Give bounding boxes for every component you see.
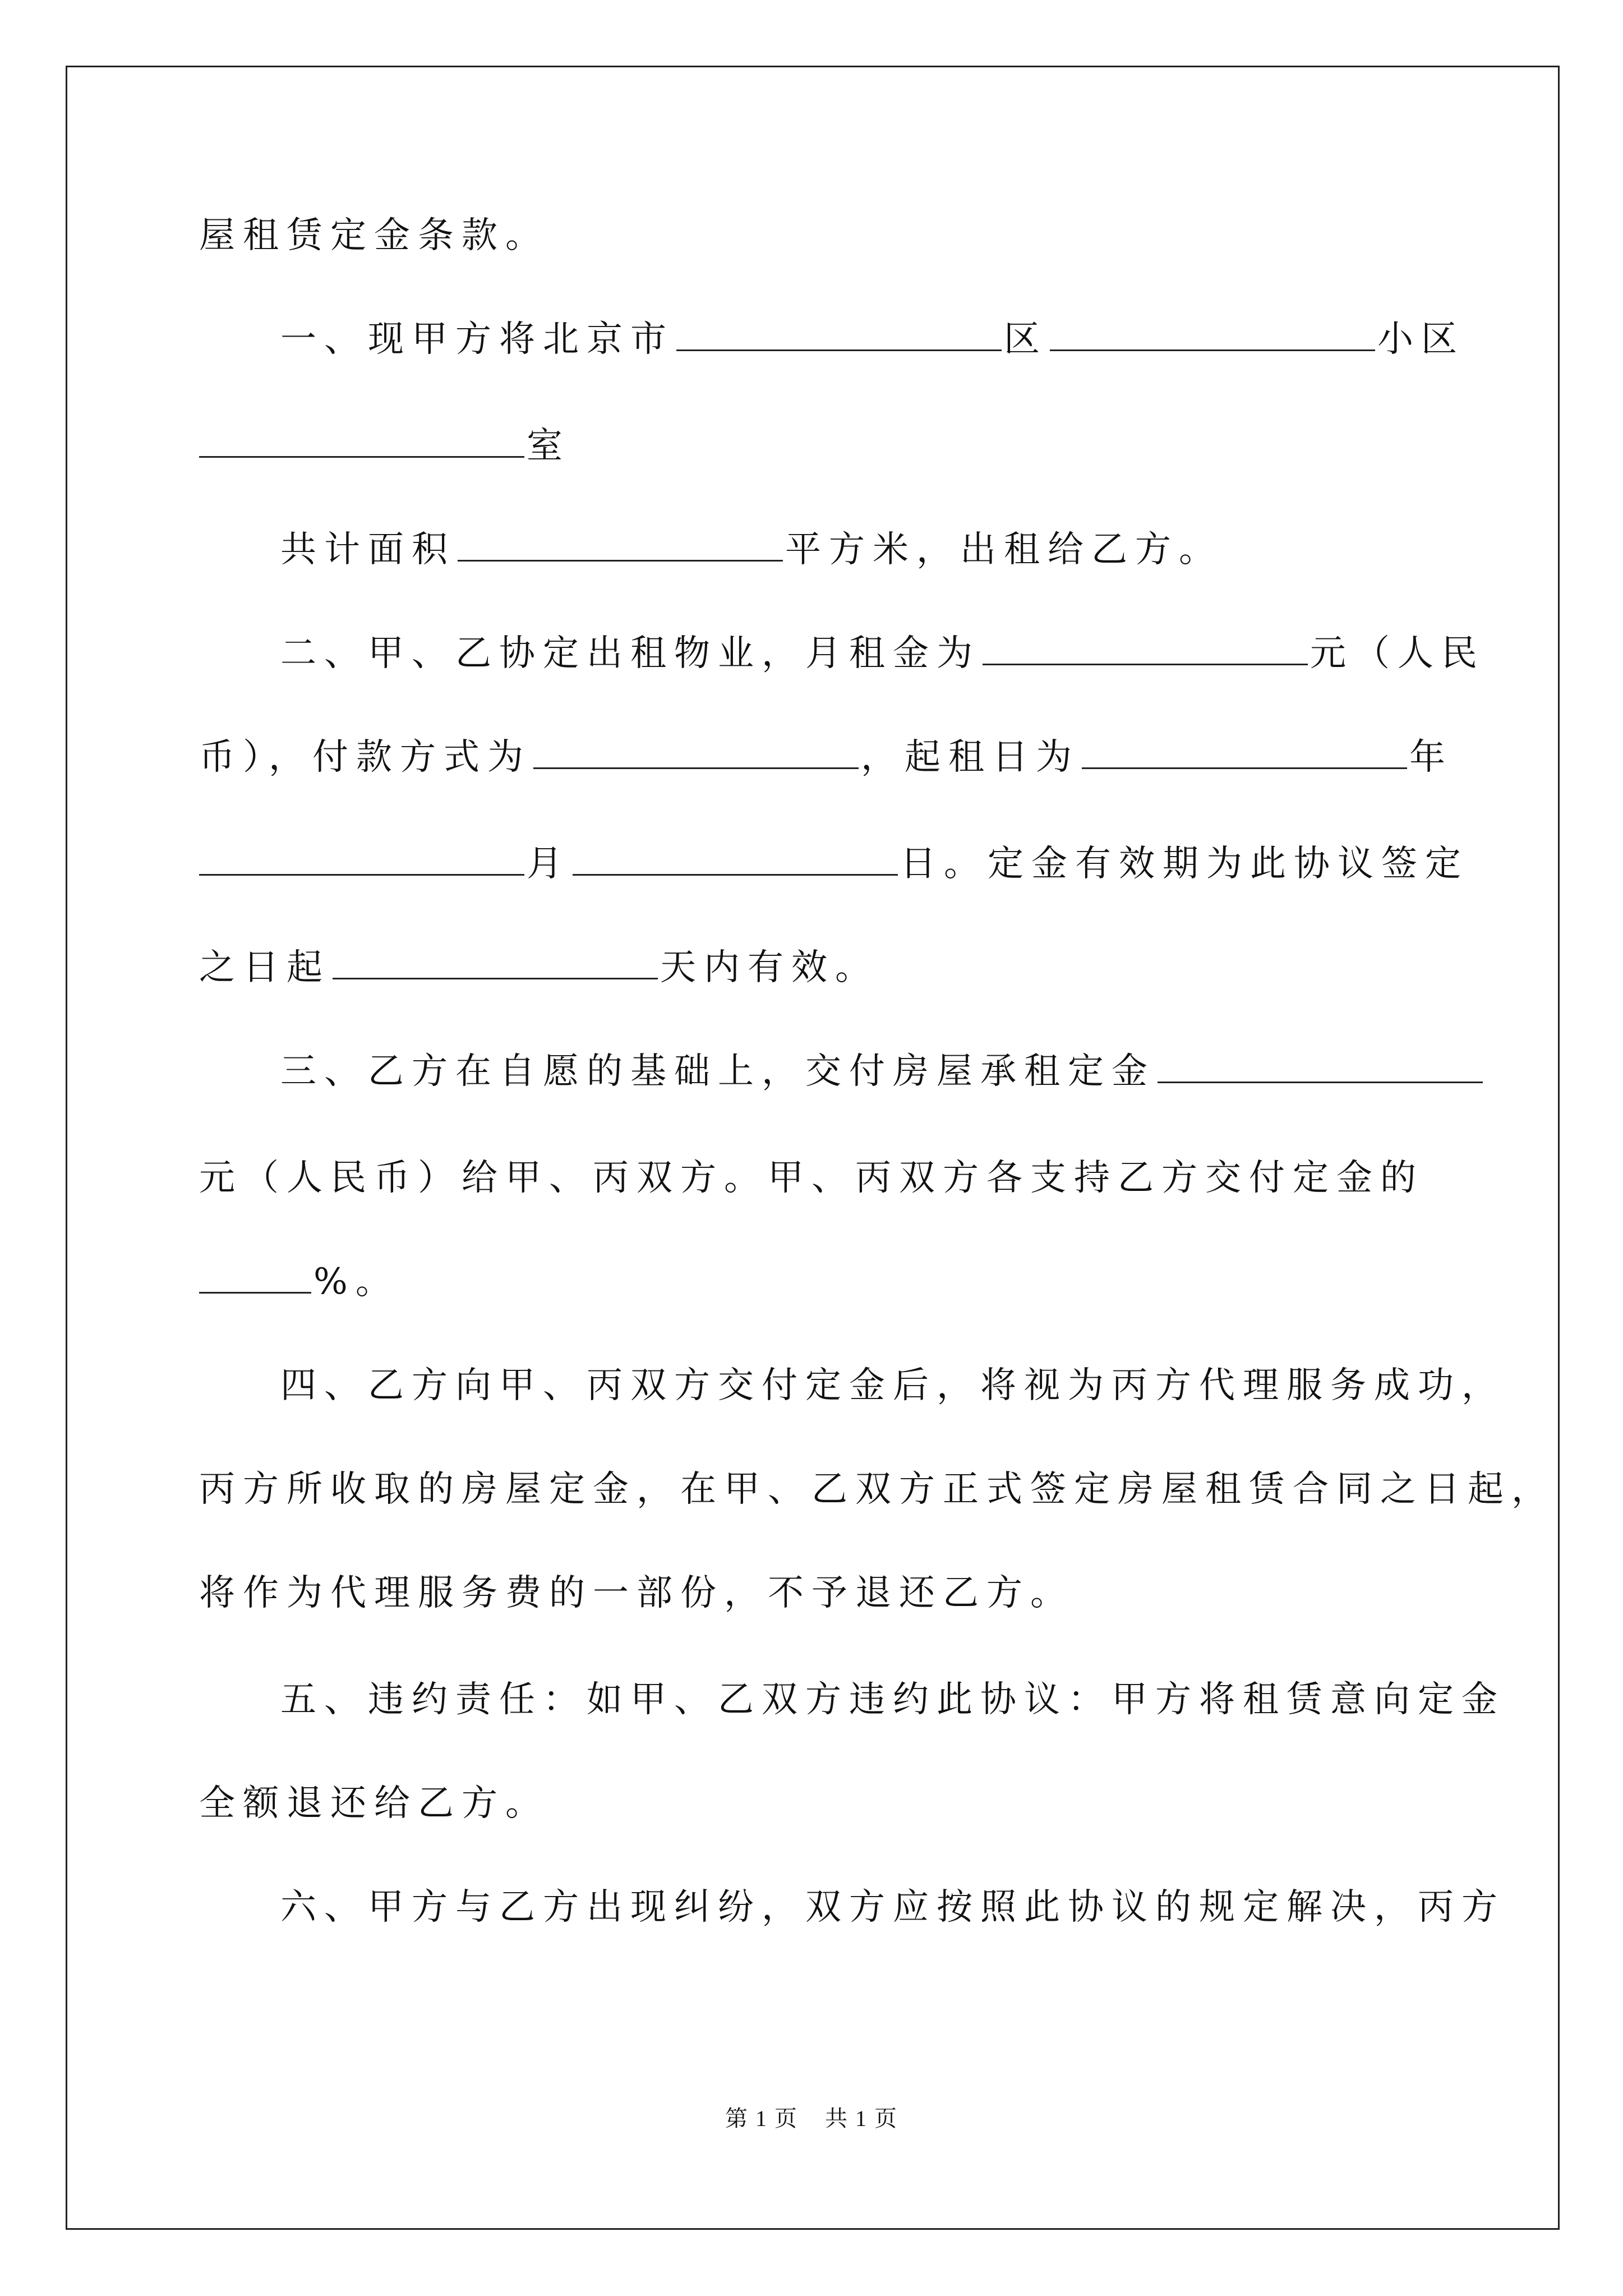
text-segment: 五、违约责任：如甲、乙双方违约此协议：甲方将租赁意向定金 bbox=[280, 1679, 1505, 1720]
fill-in-blank-room[interactable] bbox=[199, 421, 524, 458]
text-segment: 元（人民 bbox=[1310, 633, 1485, 674]
text-segment: 将作为代理服务费的一部份，不予退还乙方。 bbox=[199, 1572, 1074, 1614]
text-line bbox=[280, 1879, 1505, 1935]
text-segment: 全额退还给乙方。 bbox=[199, 1783, 549, 1824]
text-line bbox=[199, 418, 570, 474]
fill-in-blank-district[interactable] bbox=[676, 315, 1002, 351]
text-segment: 共计面积 bbox=[280, 529, 455, 570]
text-line bbox=[280, 522, 1223, 578]
text-line bbox=[199, 1150, 1424, 1206]
fill-in-blank-month[interactable] bbox=[199, 839, 524, 876]
text-segment: 室 bbox=[527, 425, 570, 467]
text-line bbox=[280, 1043, 1485, 1099]
text-segment: 日。定金有效期为此协议签定 bbox=[900, 843, 1469, 885]
text-segment: 三、乙方在自愿的基础上，交付房屋承租定金 bbox=[280, 1051, 1155, 1092]
page-footer bbox=[0, 2101, 1623, 2133]
text-line bbox=[199, 1461, 1555, 1517]
text-line bbox=[199, 208, 549, 264]
text-segment: 六、甲方与乙方出现纠纷，双方应按照此协议的规定解决，丙方 bbox=[280, 1887, 1505, 1928]
text-segment: 屋租赁定金条款。 bbox=[199, 215, 549, 256]
text-segment: 币），付款方式为 bbox=[199, 737, 531, 778]
text-line bbox=[280, 625, 1485, 682]
text-line bbox=[280, 1672, 1505, 1728]
fill-in-blank-valid-days[interactable] bbox=[333, 943, 658, 979]
text-segment: 小区 bbox=[1377, 319, 1465, 360]
text-segment: 二、甲、乙协定出租物业，月租金为 bbox=[280, 633, 980, 674]
text-segment: ，起租日为 bbox=[861, 737, 1080, 778]
text-segment: 元（人民币）给甲、丙双方。甲、丙双方各支持乙方交付定金的 bbox=[199, 1157, 1424, 1199]
fill-in-blank-monthly-rent[interactable] bbox=[983, 629, 1308, 665]
text-line bbox=[199, 729, 1453, 785]
text-segment: 月 bbox=[527, 843, 570, 885]
fill-in-blank-deposit-amount[interactable] bbox=[1158, 1047, 1483, 1083]
text-line bbox=[199, 836, 1469, 892]
text-segment: 区 bbox=[1004, 319, 1048, 360]
text-line bbox=[280, 311, 1465, 367]
text-line bbox=[199, 1565, 1074, 1621]
fill-in-blank-percentage[interactable] bbox=[199, 1257, 311, 1294]
fill-in-blank-area[interactable] bbox=[458, 525, 783, 562]
text-segment: 丙方所收取的房屋定金，在甲、乙双方正式签定房屋租赁合同之日起， bbox=[199, 1469, 1555, 1510]
page-number: 第 1 页 共 1 页 bbox=[725, 2106, 898, 2131]
text-segment: 平方米，出租给乙方。 bbox=[785, 529, 1223, 570]
text-segment: 天内有效。 bbox=[660, 947, 879, 988]
fill-in-blank-day[interactable] bbox=[573, 839, 898, 876]
text-segment: 之日起 bbox=[199, 947, 330, 988]
text-line bbox=[280, 1358, 1505, 1414]
text-segment: 一、现甲方将北京市 bbox=[280, 319, 674, 360]
text-line bbox=[199, 1254, 399, 1310]
fill-in-blank-year[interactable] bbox=[1082, 733, 1407, 769]
text-segment: 四、乙方向甲、丙双方交付定金后，将视为丙方代理服务成功， bbox=[280, 1365, 1505, 1406]
fill-in-blank-payment-method[interactable] bbox=[533, 733, 859, 769]
text-line bbox=[199, 940, 879, 996]
text-line bbox=[199, 1775, 549, 1832]
text-segment: %。 bbox=[313, 1261, 399, 1303]
fill-in-blank-community[interactable] bbox=[1050, 315, 1375, 351]
text-segment: 年 bbox=[1409, 737, 1453, 778]
